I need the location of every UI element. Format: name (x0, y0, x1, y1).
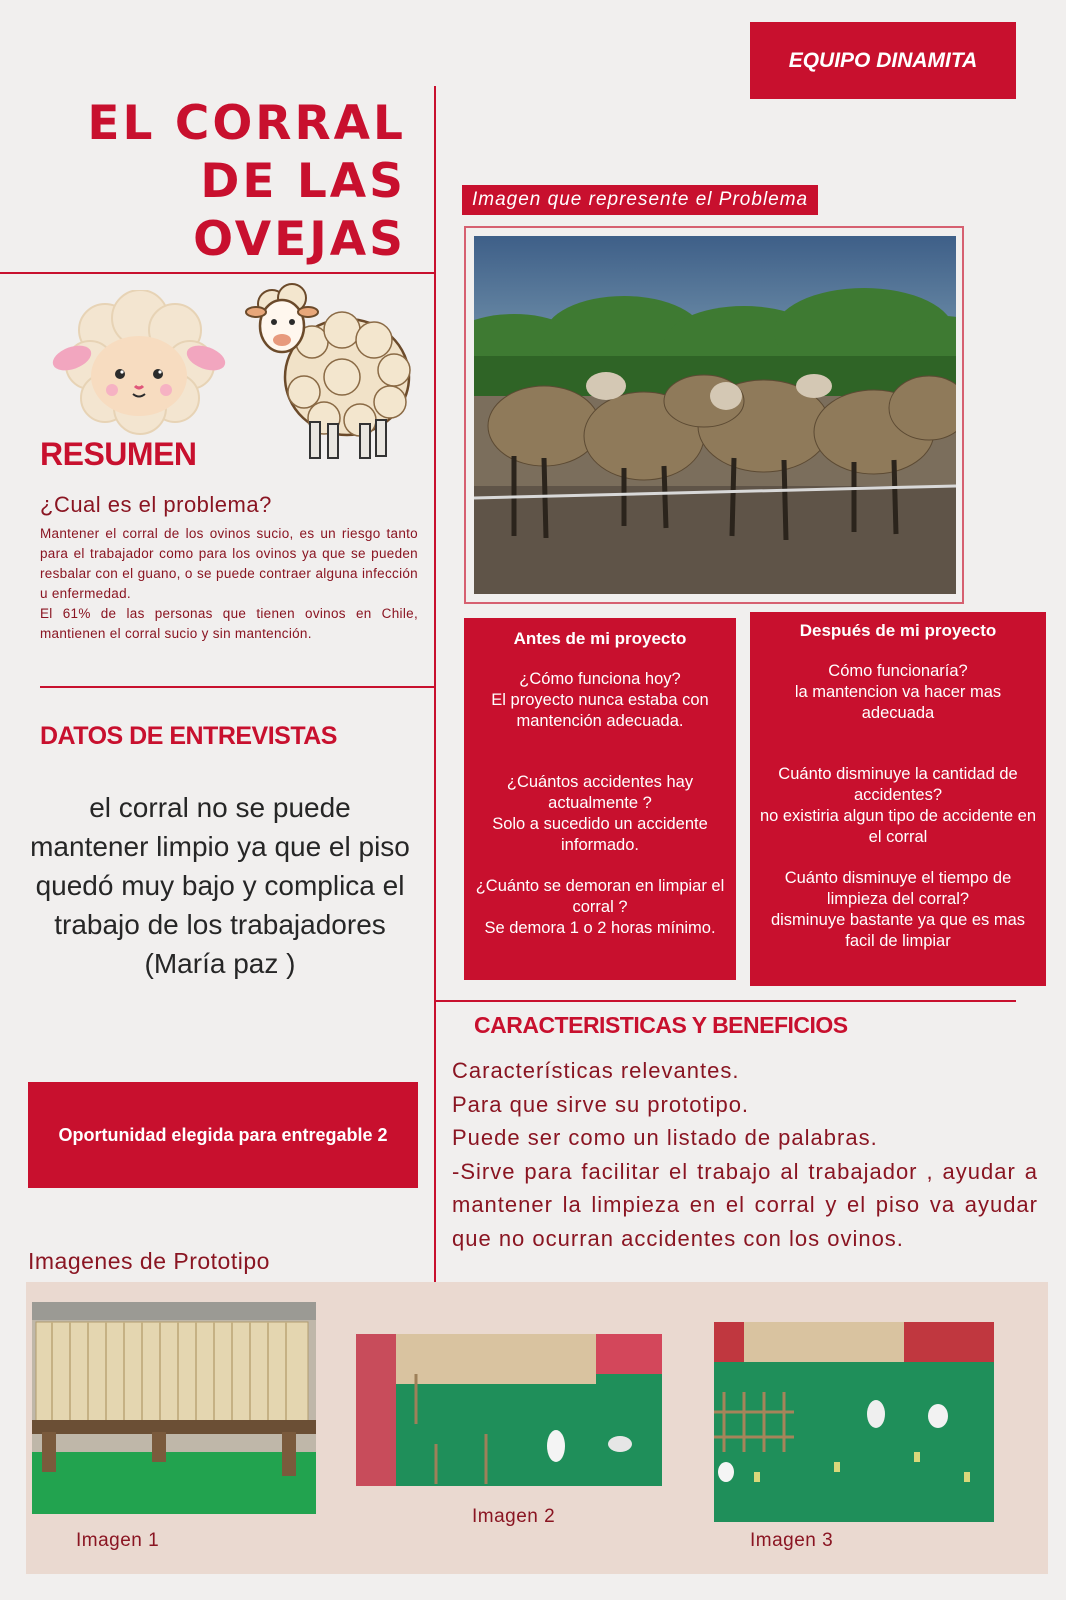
after-a1: la mantencion va hacer mas adecuada (794, 683, 1002, 722)
after-q2: Cuánto disminuye la cantidad de accidentes? (778, 765, 1018, 804)
prototype-image-1 (32, 1302, 316, 1514)
features-line-2: Para que sirve su prototipo. (452, 1091, 750, 1117)
problem-image-label: Imagen que represente el Problema (462, 185, 818, 215)
before-title: Antes de mi proyecto (513, 629, 687, 648)
title-line-3: OVEJAS (193, 212, 406, 267)
opportunity-box: Oportunidad elegida para entregable 2 (28, 1082, 418, 1188)
interview-heading: DATOS DE ENTREVISTAS (40, 722, 337, 750)
prototype-image-2 (356, 1334, 662, 1486)
after-title: Después de mi proyecto (799, 621, 997, 640)
caption-image-2: Imagen 2 (472, 1506, 556, 1527)
sheep-flock-photo (474, 236, 956, 594)
title-line-2: DE LAS (200, 154, 406, 209)
divider-right (436, 1000, 1016, 1002)
after-q1: Cómo funcionaría? (828, 662, 968, 680)
cute-sheep-face-icon (50, 290, 228, 440)
caption-image-3: Imagen 3 (750, 1530, 834, 1551)
divider-under-title (0, 272, 436, 274)
prototype-gallery (26, 1282, 1048, 1574)
divider-mid-left (40, 686, 436, 688)
before-a1: El proyecto nunca estaba con mantención adecuada. (491, 691, 709, 730)
before-q2: ¿Cuántos accidentes hay actualmente ? (506, 773, 694, 812)
before-q3: ¿Cuánto se demoran en limpiar el corral ? (475, 877, 725, 916)
standing-sheep-icon (242, 282, 418, 470)
resumen-heading: RESUMEN (40, 436, 197, 472)
features-line-3: Puede ser como un listado de palabras. (452, 1125, 878, 1150)
before-a2: Solo a sucedido un accidente informado. (492, 815, 708, 854)
team-badge: EQUIPO DINAMITA (750, 22, 1016, 99)
interview-quote: el corral no se puede mantener limpio ya que el piso quedó muy bajo y complica el trabajo de los trabajadores (María paz ) (30, 792, 410, 979)
features-line-1: Características relevantes. (452, 1058, 740, 1083)
after-project-box (750, 612, 1046, 986)
caption-image-1: Imagen 1 (76, 1530, 160, 1551)
vertical-divider (434, 86, 436, 1282)
after-q3: Cuánto disminuye el tiempo de limpieza del corral? (784, 869, 1012, 908)
before-q1: ¿Cómo funciona hoy? (519, 670, 681, 688)
summary-paragraph-1: Mantener el corral de los ovinos sucio, es un riesgo tanto para el trabajador como para los ovinos ya que se pueden resbalar con el guano, o se puede contraer alguna infección u enfermedad. (40, 526, 418, 601)
features-heading: CARACTERISTICAS Y BENEFICIOS (474, 1012, 848, 1038)
features-text (452, 1054, 1038, 1255)
page-title (46, 95, 406, 269)
before-project-box (464, 618, 736, 980)
before-a3: Se demora 1 o 2 horas mínimo. (484, 919, 716, 937)
prototype-image-3 (714, 1322, 994, 1522)
after-a2: no existiria algun tipo de accidente en el corral (759, 807, 1037, 846)
problem-summary (40, 524, 418, 644)
after-a3: disminuye bastante ya que es mas facil de limpiar (770, 911, 1026, 950)
prototype-images-label: Imagenes de Prototipo (28, 1248, 270, 1274)
title-line-1: EL CORRAL (87, 96, 406, 151)
summary-paragraph-2: El 61% de las personas que tienen ovinos en Chile, mantienen el corral sucio y sin mantención. (40, 606, 418, 641)
problem-question: ¿Cual es el problema? (40, 492, 272, 517)
features-line-4: -Sirve para facilitar el trabajo al trabajador , ayudar a mantener la limpieza en el corral y el piso va ayudar que no ocurran accidentes con los ovinos. (452, 1158, 1038, 1251)
